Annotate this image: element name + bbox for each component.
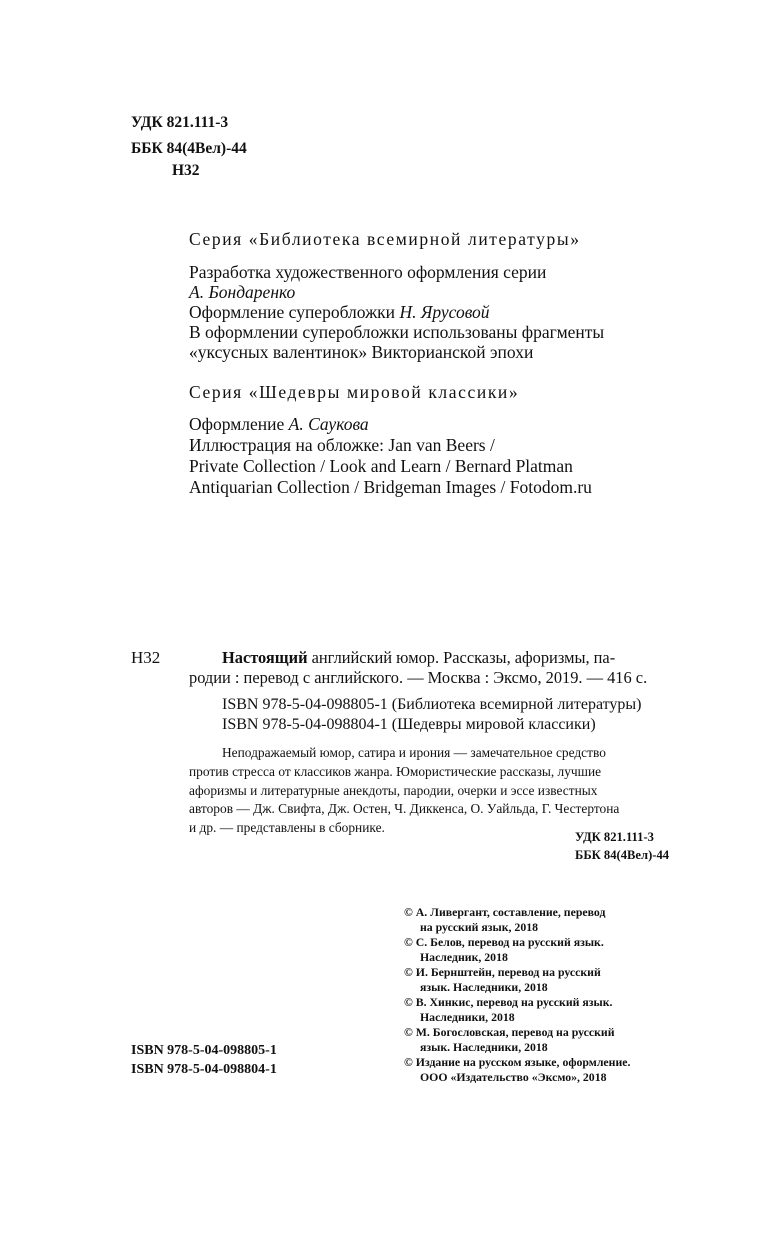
series1-cover-credit: Оформление суперобложки Н. Ярусовой <box>189 302 490 322</box>
isbn-bottom-2: ISBN 978-5-04-098804-1 <box>131 1062 277 1077</box>
series1-fragments-line1: В оформлении суперобложки использованы фрагменты <box>189 322 605 342</box>
series1-fragments-line2: «уксусных валентинок» Викторианской эпохи <box>189 342 534 362</box>
series1-design-label: Разработка художественного оформления серии <box>189 262 547 282</box>
series2-design-credit: Оформление А. Саукова <box>189 414 369 434</box>
isbn-bottom-1: ISBN 978-5-04-098805-1 <box>131 1043 277 1058</box>
copyright-line: © А. Ливергант, составление, перевод <box>404 905 606 919</box>
series2-illustration-line1: Иллюстрация на обложке: Jan van Beers / <box>189 435 495 455</box>
catalog-title-line2: родии : перевод с английского. — Москва : Эксмо, 2019. — 416 с. <box>189 668 648 687</box>
copyright-line: язык. Наследники, 2018 <box>420 1040 548 1054</box>
copyright-line: © С. Белов, перевод на русский язык. <box>404 935 604 949</box>
series1-design-name: А. Бондаренко <box>189 282 296 302</box>
annotation-line: и др. — представлены в сборнике. <box>189 820 385 835</box>
copyright-line: ООО «Издательство «Эксмо», 2018 <box>420 1070 607 1084</box>
annotation-line: авторов — Дж. Свифта, Дж. Остен, Ч. Диккенса, О. Уайльда, Г. Честертона <box>189 801 620 816</box>
annotation-line: против стресса от классиков жанра. Юмористические рассказы, лучшие <box>189 764 602 779</box>
copyright-line: © Издание на русском языке, оформление. <box>404 1055 631 1069</box>
catalog-code: Н32 <box>131 648 161 667</box>
series2-illustration-line3: Antiquarian Collection / Bridgeman Images / Fotodom.ru <box>189 477 592 497</box>
series1-title: Серия «Библиотека всемирной литературы» <box>189 229 581 249</box>
copyright-line: © М. Богословская, перевод на русский <box>404 1025 615 1039</box>
copyright-line: © В. Хинкис, перевод на русский язык. <box>404 995 613 1009</box>
catalog-title-line1: Настоящий английский юмор. Рассказы, афоризмы, па- <box>222 648 616 667</box>
series2-title: Серия «Шедевры мировой классики» <box>189 382 520 402</box>
annotation-line: Неподражаемый юмор, сатира и ирония — замечательное средство <box>222 745 606 760</box>
copyright-line: на русский язык, 2018 <box>420 920 539 934</box>
copyright-line: Наследники, 2018 <box>420 1010 515 1024</box>
bbk-code: ББК 84(4Вел)-44 <box>131 140 247 157</box>
author-code: Н32 <box>172 162 200 179</box>
catalog-udk: УДК 821.111-3 <box>575 830 654 844</box>
udk-code: УДК 821.111-3 <box>131 114 229 131</box>
annotation-line: афоризмы и литературные анекдоты, пародии, очерки и эссе известных <box>189 783 598 798</box>
copyright-line: © И. Бернштейн, перевод на русский <box>404 965 601 979</box>
series2-illustration-line2: Private Collection / Look and Learn / Bernard Platman <box>189 456 573 476</box>
copyright-line: язык. Наследники, 2018 <box>420 980 548 994</box>
catalog-isbn1: ISBN 978-5-04-098805-1 (Библиотека всемирной литературы) <box>222 696 642 713</box>
catalog-bbk: ББК 84(4Вел)-44 <box>575 848 670 862</box>
catalog-isbn2: ISBN 978-5-04-098804-1 (Шедевры мировой классики) <box>222 716 596 733</box>
copyright-line: Наследник, 2018 <box>420 950 508 964</box>
